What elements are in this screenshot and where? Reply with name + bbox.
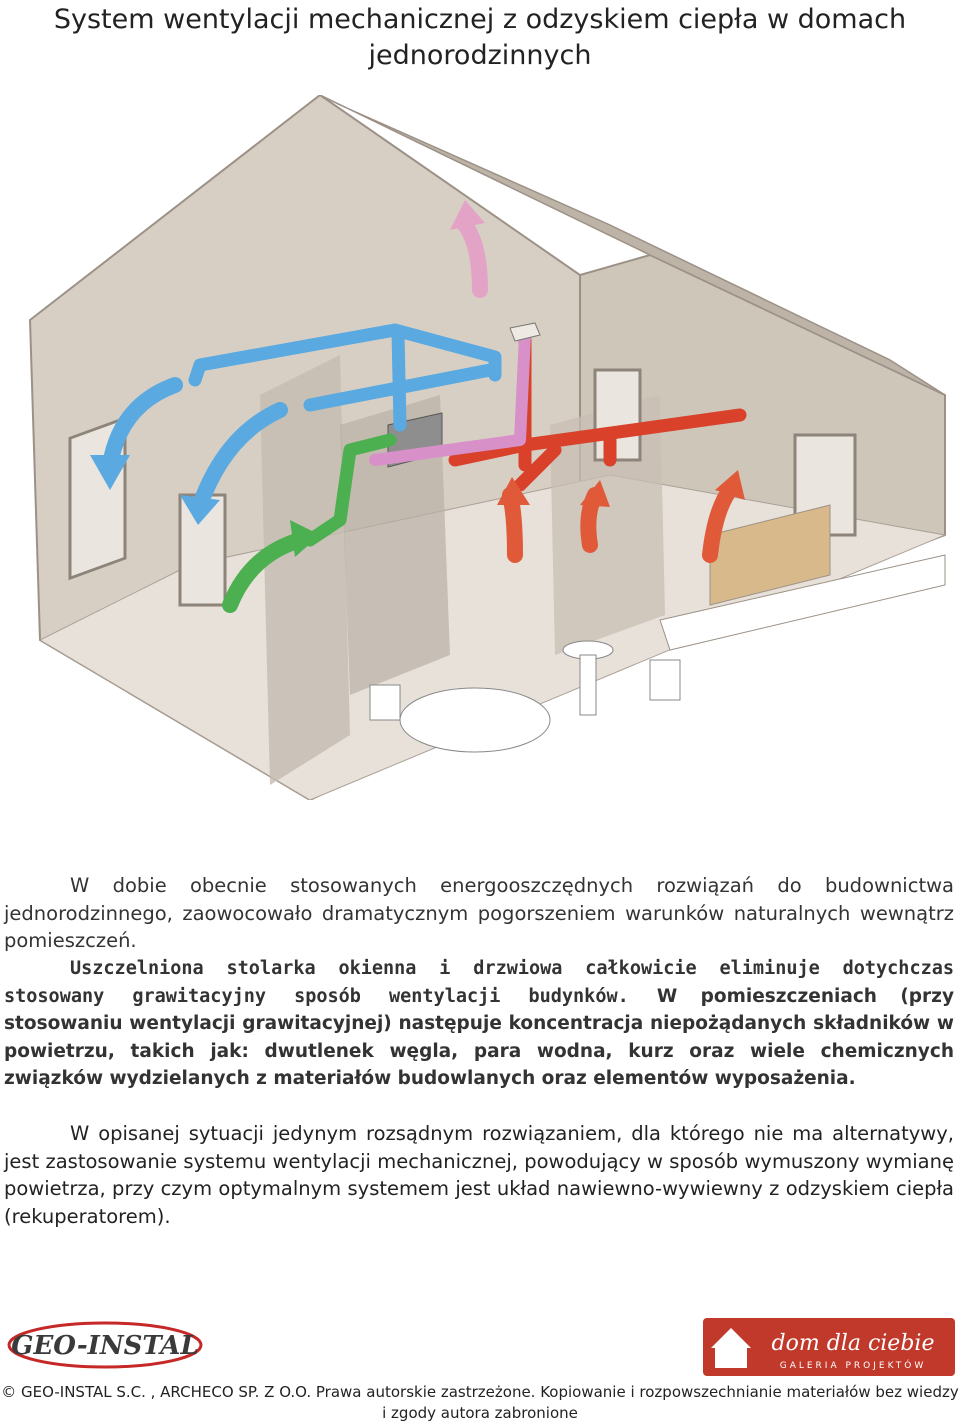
dom-dla-ciebie-logo	[703, 1318, 955, 1376]
geo-instal-logo	[5, 1318, 205, 1370]
window	[595, 370, 640, 460]
toilet	[650, 660, 680, 700]
bathtub	[400, 688, 550, 752]
svg-text:GEO-INSTAL: GEO-INSTAL	[11, 1331, 199, 1361]
intro-paragraph: W dobie obecnie stosowanych energooszczędnych rozwiązań do budownictwa jednorodzinnego, zaowocowało dramatycznym pogorszeniem warunków naturalnych wewnątrz pomieszczeń.	[4, 874, 954, 952]
ventilation-house-illustration	[10, 95, 955, 800]
sink-pedestal	[580, 655, 596, 715]
solution-paragraph: W opisanej sytuacji jedynym rozsądnym rozwiązaniem, dla którego nie ma alternatywy, jest zastosowanie systemu wentylacji mechanicznej, powodujący w sposób wymuszony wymianę powietrza, przy czym optymalnym systemem jest układ nawiewno-wywiewny z odzyskiem ciepła (rekuperatorem).	[4, 1122, 954, 1228]
svg-text:GALERIA PROJEKTÓW: GALERIA PROJEKTÓW	[779, 1361, 927, 1371]
copyright-footer: © GEO-INSTAL S.C. , ARCHECO SP. Z O.O. Prawa autorskie zastrzeżone. Kopiowanie i rozpowszechnianie materiałów bez wiedzy i zgody autora zabronione	[1, 1383, 959, 1422]
sealing-paragraph: Uszczelniona stolarka okienna i drzwiowa całkowicie eliminuje dotychczas stosowany grawitacyjny sposób wentylacji budynków. W pomieszczeniach (przy stosowaniu wentylacji grawitacyjnej) następuje koncentracja niepożądanych składników w powietrzu, takich jak: dwutlenek węgla, para wodna, kurz oraz wiele chemicznych związków wydzielanych z materiałów budowlanych oraz elementów wyposażenia.	[4, 958, 955, 1089]
svg-text:dom dla ciebie: dom dla ciebie	[771, 1331, 935, 1356]
toilet	[370, 685, 400, 720]
page-title: System wentylacji mechanicznej z odzyskiem ciepła w domach jednorodzinnych	[53, 4, 907, 71]
